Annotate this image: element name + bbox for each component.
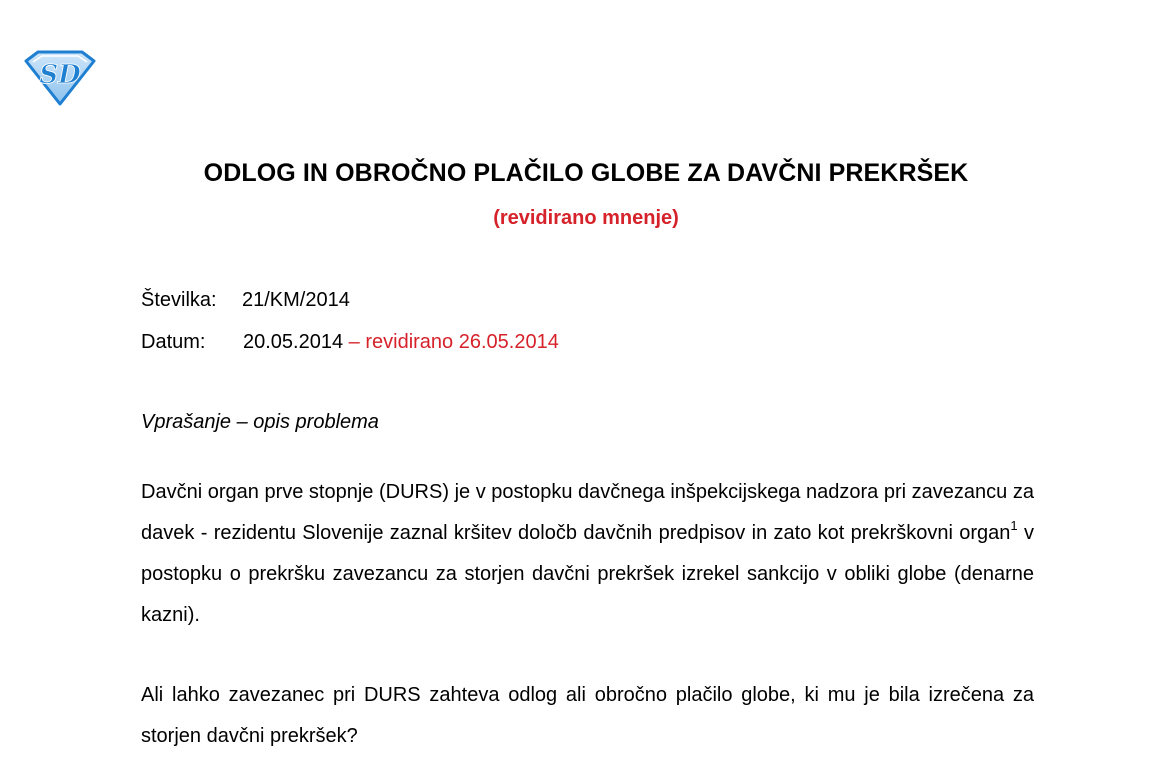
- document-title: ODLOG IN OBROČNO PLAČILO GLOBE ZA DAVČNI PREKRŠEK: [203, 159, 969, 187]
- section-heading: Vprašanje – opis problema: [141, 411, 379, 433]
- document-number-row: [141, 289, 350, 312]
- logo-lettering: SD: [39, 60, 81, 90]
- document-number-value: 21/KM/2014: [242, 289, 350, 311]
- organization-logo: [22, 49, 98, 107]
- document-date-value: 20.05.2014: [243, 331, 344, 353]
- paragraph-problem-description: [141, 472, 1034, 636]
- document-date-label: Datum:: [141, 331, 206, 353]
- document-date-row: [141, 331, 559, 354]
- document-date-revision: – revidirano 26.05.2014: [348, 331, 559, 353]
- paragraph-text: v postopku o prekršku zavezancu za storjen davčni prekršek izrekel sankcijo v obliki globe (denarne kazni).: [141, 522, 1034, 626]
- paragraph-question: Ali lahko zavezanec pri DURS zahteva odlog ali obročno plačilo globe, ki mu je bila izrečena za storjen davčni prekršek?: [141, 684, 1034, 747]
- document-subtitle: (revidirano mnenje): [493, 207, 679, 229]
- paragraph-text: Davčni organ prve stopnje (DURS) je v postopku davčnega inšpekcijskega nadzora pri zavezancu za davek - rezidentu Slovenije zaznal kršitev določb davčnih predpisov in zato kot prekrškovni organ: [141, 481, 1034, 544]
- footnote-reference[interactable]: 1: [1010, 518, 1018, 533]
- document-number-label: Številka:: [141, 289, 217, 311]
